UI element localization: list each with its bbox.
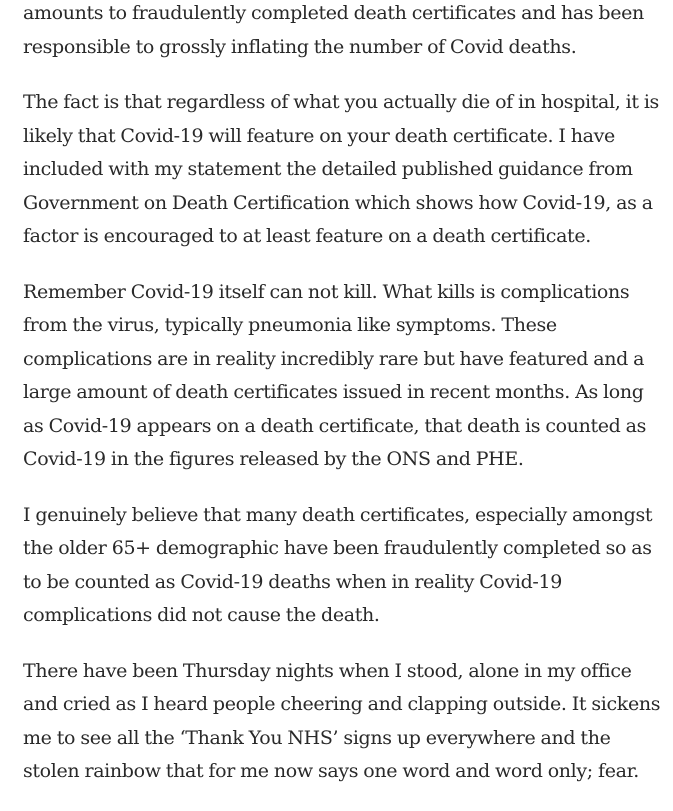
paragraph-2: The fact is that regardless of what you actually die of in hospital, it is likely that Covid-19 will feature on your death certificate. I have included with my statement the detailed published guidance from Government on Death Certification which shows how Covid-19, as a factor is encouraged to at least feature on a death certificate. (23, 91, 659, 247)
paragraph-4: I genuinely believe that many death certificates, especially amongst the older 65+ demographic have been fraudulently completed so as to be counted as Covid-19 deaths when in reality Covid-19 complications did not cause the death. (23, 503, 653, 626)
paragraph-3: Remember Covid-19 itself can not kill. What kills is complications from the virus, typically pneumonia like symptoms. These complications are in reality incredibly rare but have featured and a large amount of death certificates issued in recent months. As long as Covid-19 appears on a death certificate, that death is counted as Covid-19 in the figures released by the ONS and PHE. (23, 280, 647, 470)
article-body (23, 0, 668, 811)
paragraph-5: There have been Thursday nights when I stood, alone in my office and cried as I heard people cheering and clapping outside. It sickens me to see all the ‘Thank You NHS’ signs up everywhere and the stolen rainbow that for me now says one word and word only; fear. (23, 659, 661, 782)
paragraph-1: amounts to fraudulently completed death certificates and has been responsible to grossly inflating the number of Covid deaths. (23, 2, 644, 58)
